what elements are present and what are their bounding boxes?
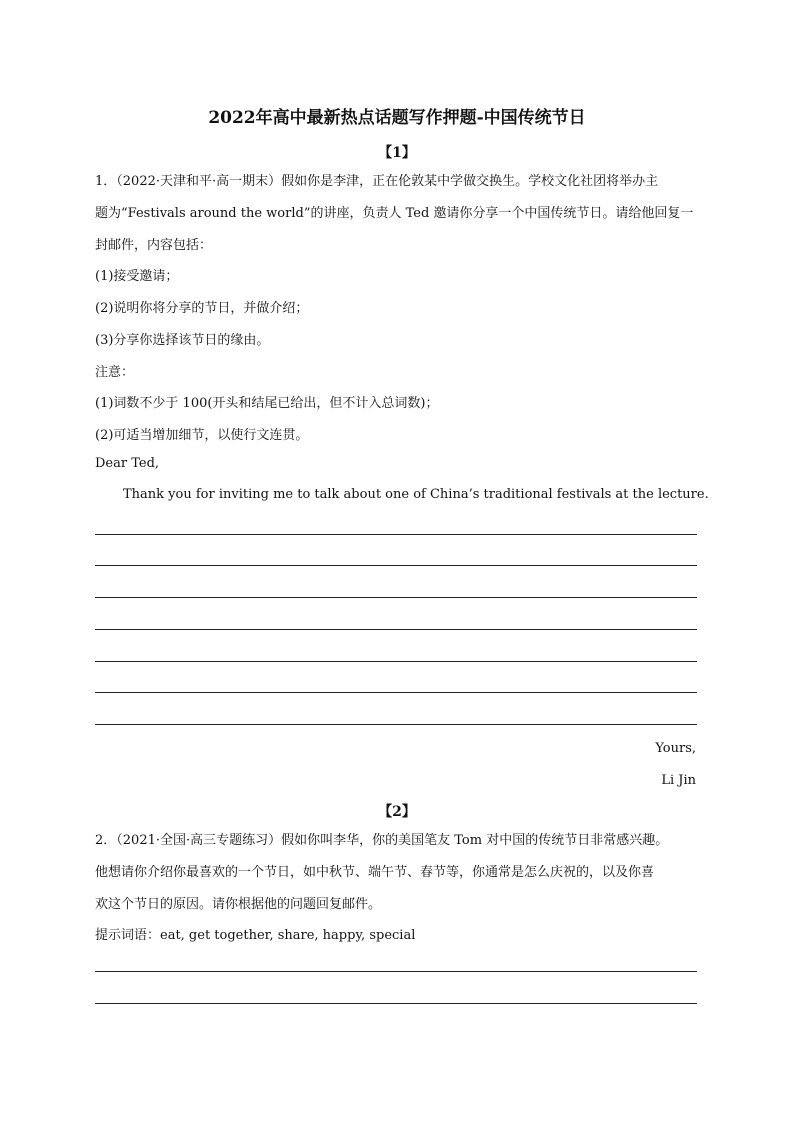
requirement-2: (2)说明你将分享的节日，并做介绍； <box>95 301 309 316</box>
writing-line <box>95 661 697 662</box>
note-heading: 注意： <box>95 365 135 380</box>
writing-line <box>95 565 697 566</box>
note-1: (1)词数不少于 100(开头和结尾已给出，但不计入总词数)； <box>95 396 439 411</box>
question-1-line-3: 封邮件，内容包括： <box>95 238 213 253</box>
letter-opening: Thank you for inviting me to talk about one of China’s traditional festivals at the lecture. <box>123 487 709 502</box>
writing-line <box>95 1003 697 1004</box>
note-2: (2)可适当增加细节，以使行文连贯。 <box>95 428 309 443</box>
question-2-line-2: 他想请你介绍你最喜欢的一个节日，如中秋节、端午节、春节等，你通常是怎么庆祝的，以及你喜 <box>95 865 655 880</box>
question-2-line-3: 欢这个节日的原因。请你根据他的问题回复邮件。 <box>95 897 382 912</box>
requirement-3: (3)分享你选择该节日的缘由。 <box>95 333 270 348</box>
question-1-line-2: 题为“Festivals around the world”的讲座，负责人 Ted 邀请你分享一个中国传统节日。请给他回复一 <box>95 206 694 221</box>
question-2-line-1: 2．（2021·全国·高三专题练习）假如你叫李华，你的美国笔友 Tom 对中国的传统节日非常感兴趣。 <box>95 833 669 848</box>
hint-words: 提示词语：eat, get together, share, happy, special <box>95 928 416 943</box>
writing-line <box>95 724 697 725</box>
document-title: 2022年高中最新热点话题写作押题-中国传统节日 <box>208 108 586 128</box>
requirement-1: (1)接受邀请； <box>95 269 179 284</box>
writing-line <box>95 629 697 630</box>
question-1-line-1: 1．（2022·天津和平·高一期末）假如你是李津，正在伦敦某中学做交换生。学校文化社团将举办主 <box>95 174 659 189</box>
writing-line <box>95 692 697 693</box>
writing-line <box>95 534 697 535</box>
writing-line <box>95 971 697 972</box>
letter-closing: Yours, <box>655 741 696 756</box>
writing-line <box>95 597 697 598</box>
letter-salutation: Dear Ted, <box>95 456 160 471</box>
section-marker-2: 【2】 <box>378 804 416 820</box>
letter-signature: Li Jin <box>661 773 696 788</box>
section-marker-1: 【1】 <box>378 145 416 161</box>
